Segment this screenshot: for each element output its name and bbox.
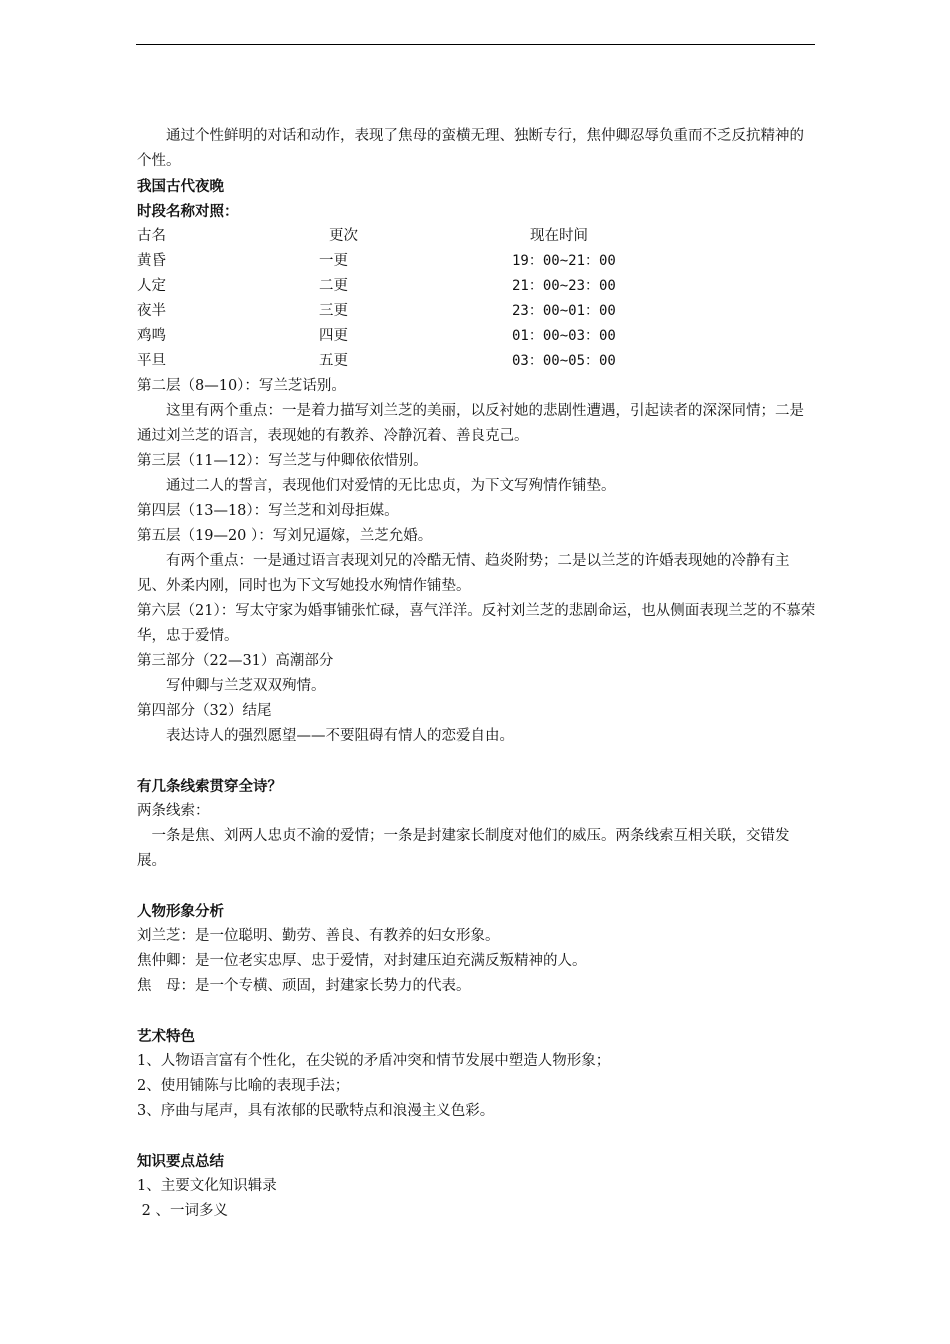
table-cell: 21：00~23：00 <box>512 278 616 294</box>
document-body <box>137 124 817 1224</box>
layer6-paragraph: 第六层（21）：写太守家为婚事铺张忙碌，喜气洋洋。反衬刘兰芝的悲剧命运，也从侧面表现兰芝的不慕荣华，忠于爱情。 <box>137 603 816 644</box>
table-cell: 二更 <box>319 278 348 294</box>
section-spacer <box>137 999 817 1024</box>
layer5-heading: 第五层（19—20 ）：写刘兄逼嫁，兰芝允婚。 <box>137 528 433 544</box>
table-row <box>137 324 817 349</box>
layer3-body: 通过二人的誓言，表现他们对爱情的无比忠贞，为下文写殉情作铺垫。 <box>166 478 616 494</box>
table-row <box>137 249 817 274</box>
layer3-heading: 第三层（11—12）：写兰芝与仲卿依依惜别。 <box>137 453 428 469</box>
section-spacer <box>137 749 817 774</box>
layer5-body: 有两个重点：一是通过语言表现刘兄的冷酷无情、趋炎附势；二是以兰芝的许婚表现她的冷静有主见、外柔内刚，同时也为下文写她投水殉情作铺垫。 <box>137 553 790 594</box>
character-item: 刘兰芝：是一位聪明、勤劳、善良、有教养的妇女形象。 <box>137 928 500 944</box>
night-period-table <box>137 224 817 374</box>
layer2-body: 这里有两个重点：一是着力描写刘兰芝的美丽，以反衬她的悲剧性遭遇，引起读者的深深同情；二是通过刘兰芝的语言，表现她的有教养、冷静沉着、善良克己。 <box>137 403 804 444</box>
section-spacer <box>137 874 817 899</box>
art-title: 艺术特色 <box>137 1028 195 1045</box>
table-cell: 夜半 <box>137 303 166 319</box>
table-cell: 03：00~05：00 <box>512 353 616 369</box>
part3-body: 写仲卿与兰芝双双殉情。 <box>166 678 326 694</box>
table-cell: 五更 <box>319 353 348 369</box>
table-row <box>137 349 817 374</box>
table-header-row <box>137 224 817 249</box>
header-modern-time: 现在时间 <box>530 228 588 244</box>
clues-body: 一条是焦、刘两人忠贞不渝的爱情；一条是封建家长制度对他们的威压。两条线索互相关联，交错发展。 <box>137 828 790 869</box>
art-item: 1、人物语言富有个性化，在尖锐的矛盾冲突和情节发展中塑造人物形象； <box>137 1053 611 1069</box>
night-section-subtitle: 时段名称对照： <box>137 203 239 220</box>
character-item: 焦 母：是一个专横、顽固，封建家长势力的代表。 <box>137 978 471 994</box>
section-spacer <box>137 1124 817 1149</box>
night-section-title: 我国古代夜晚 <box>137 178 224 195</box>
intro-paragraph: 通过个性鲜明的对话和动作，表现了焦母的蛮横无理、独断专行，焦仲卿忍辱负重而不乏反抗精神的个性。 <box>137 128 804 169</box>
table-cell: 鸡鸣 <box>137 328 166 344</box>
layer4-heading: 第四层（13—18）：写兰芝和刘母拒媒。 <box>137 503 399 519</box>
part3-heading: 第三部分（22—31）高潮部分 <box>137 653 334 669</box>
table-cell: 01：00~03：00 <box>512 328 616 344</box>
table-cell: 一更 <box>319 253 348 269</box>
header-ancient-name: 古名 <box>137 228 166 244</box>
table-cell: 平旦 <box>137 353 166 369</box>
part4-body: 表达诗人的强烈愿望——不要阻碍有情人的恋爱自由。 <box>166 728 514 744</box>
summary-item: 2 、一词多义 <box>137 1203 228 1219</box>
summary-item: 1、主要文化知识辑录 <box>137 1178 277 1194</box>
table-cell: 黄昏 <box>137 253 166 269</box>
characters-title: 人物形象分析 <box>137 903 224 920</box>
header-watch: 更次 <box>329 228 358 244</box>
art-item: 3、序曲与尾声，具有浓郁的民歌特点和浪漫主义色彩。 <box>137 1103 495 1119</box>
header-rule <box>136 44 815 45</box>
table-cell: 23：00~01：00 <box>512 303 616 319</box>
table-cell: 人定 <box>137 278 166 294</box>
layer2-heading: 第二层（8—10）：写兰芝话别。 <box>137 378 346 394</box>
part4-heading: 第四部分（32）结尾 <box>137 703 272 719</box>
table-cell: 四更 <box>319 328 348 344</box>
summary-title: 知识要点总结 <box>137 1153 224 1170</box>
table-cell: 三更 <box>319 303 348 319</box>
table-row <box>137 299 817 324</box>
clues-label: 两条线索： <box>137 803 210 819</box>
table-cell: 19：00~21：00 <box>512 253 616 269</box>
character-item: 焦仲卿：是一位老实忠厚、忠于爱情，对封建压迫充满反叛精神的人。 <box>137 953 587 969</box>
table-row <box>137 274 817 299</box>
clues-title: 有几条线索贯穿全诗？ <box>137 778 282 795</box>
art-item: 2、使用铺陈与比喻的表现手法； <box>137 1078 350 1094</box>
